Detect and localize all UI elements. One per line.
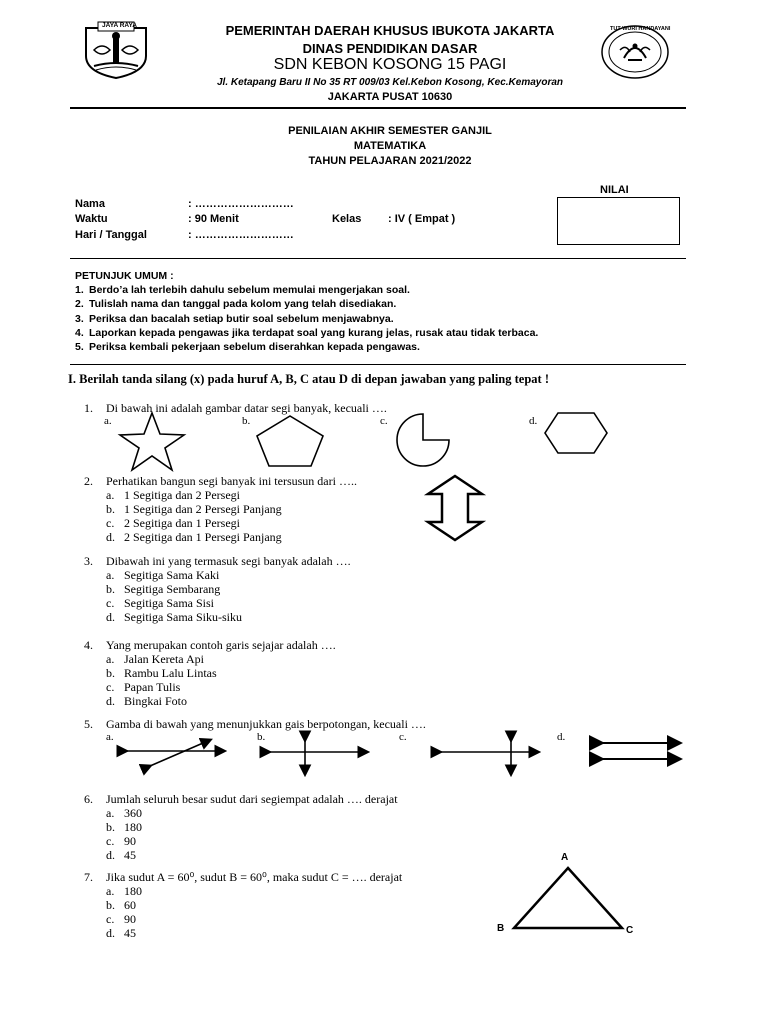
option[interactable]: d. Bingkai Foto bbox=[106, 694, 188, 708]
q6-options bbox=[106, 806, 142, 862]
q5-label-b: b. bbox=[257, 731, 266, 743]
q7-options bbox=[106, 884, 142, 940]
option[interactable]: c. 90 bbox=[106, 912, 136, 926]
petunjuk-block bbox=[75, 269, 538, 354]
jaya-raya-emblem-icon bbox=[82, 20, 150, 80]
exam-title1: PENILAIAN AKHIR SEMESTER GANJIL bbox=[288, 125, 492, 137]
triangle-shape-icon bbox=[512, 866, 624, 930]
petunjuk-title: PETUNJUK UMUM : bbox=[75, 270, 174, 282]
star-shape-icon bbox=[118, 410, 188, 466]
q2-options bbox=[106, 488, 282, 544]
double-arrow-shape-icon bbox=[424, 474, 486, 542]
waktu-value: : 90 Menit bbox=[188, 213, 239, 225]
q5-label-a: a. bbox=[106, 731, 114, 743]
q5-label-d: d. bbox=[557, 731, 566, 743]
option[interactable]: a. 1 Segitiga dan 2 Persegi bbox=[106, 488, 240, 502]
triangle-label-a: A bbox=[561, 852, 569, 863]
header-divider bbox=[70, 107, 686, 109]
kelas-label: Kelas bbox=[332, 213, 362, 225]
info-divider bbox=[70, 258, 686, 259]
nama-value[interactable]: : ……………………… bbox=[188, 198, 294, 210]
section-title: I. Berilah tanda silang (x) pada huruf A, B, C atau D di depan jawaban yang paling tepat ! bbox=[68, 372, 549, 386]
q3-options bbox=[106, 568, 242, 624]
option[interactable]: b. 1 Segitiga dan 2 Persegi Panjang bbox=[106, 502, 282, 516]
logo-jaya-raya bbox=[82, 20, 150, 80]
hari-label: Hari / Tanggal bbox=[75, 229, 147, 241]
nilai-label: NILAI bbox=[600, 184, 629, 196]
intersecting-lines-a-icon bbox=[120, 736, 230, 772]
option[interactable]: b. 60 bbox=[106, 898, 136, 912]
school-city: JAKARTA PUSAT 10630 bbox=[327, 91, 453, 103]
petunjuk-item: 1. Berdo’a lah terlebih dahulu sebelum memulai mengerjakan soal. bbox=[75, 284, 410, 297]
school-address: Jl. Ketapang Baru II No 35 RT 009/03 Kel.Kebon Kosong, Kec.Kemayoran bbox=[216, 77, 564, 88]
option[interactable]: a. 360 bbox=[106, 806, 142, 820]
petunjuk-item: 4. Laporkan kepada pengawas jika terdapat soal yang kurang jelas, rusak atau tidak terbaca. bbox=[75, 326, 539, 339]
petunjuk-item: 2. Tulislah nama dan tanggal pada kolom yang telah disediakan. bbox=[75, 298, 397, 311]
q1-label-a: a. bbox=[104, 415, 112, 427]
option[interactable]: a. Segitiga Sama Kaki bbox=[106, 568, 220, 582]
header-line2: DINAS PENDIDIKAN DASAR bbox=[302, 41, 478, 56]
perpendicular-lines-b-icon bbox=[263, 736, 373, 778]
q1-label-d: d. bbox=[529, 415, 538, 427]
petunjuk-item: 3. Periksa dan bacalah setiap butir soal sebelum menjawabnya. bbox=[75, 312, 394, 325]
nama-label: Nama bbox=[75, 198, 105, 210]
option[interactable]: a. Jalan Kereta Api bbox=[106, 652, 204, 666]
school-name: SDN KEBON KOSONG 15 PAGI bbox=[273, 56, 507, 73]
option[interactable]: b. Segitiga Sembarang bbox=[106, 582, 221, 596]
option[interactable]: c. 90 bbox=[106, 834, 136, 848]
logo-right-text: TUT WURI HANDAYANI bbox=[610, 26, 671, 32]
q1-label-b: b. bbox=[242, 415, 251, 427]
hexagon-shape-icon bbox=[544, 412, 610, 454]
exam-title3: TAHUN PELAJARAN 2021/2022 bbox=[308, 155, 472, 167]
perpendicular-lines-c-icon bbox=[434, 736, 544, 778]
option[interactable]: b. Rambu Lalu Lintas bbox=[106, 666, 217, 680]
hari-value[interactable]: : ……………………… bbox=[188, 229, 294, 241]
header-line1: PEMERINTAH DAERAH KHUSUS IBUKOTA JAKARTA bbox=[225, 23, 555, 38]
option[interactable]: c. Papan Tulis bbox=[106, 680, 181, 694]
option[interactable]: d. Segitiga Sama Siku-siku bbox=[106, 610, 242, 624]
kelas-value: : IV ( Empat ) bbox=[388, 213, 456, 225]
question-2: 2. Perhatikan bangun segi banyak ini tersusun dari ….. bbox=[84, 474, 357, 488]
waktu-label: Waktu bbox=[75, 213, 108, 225]
option[interactable]: d. 45 bbox=[106, 848, 136, 862]
petunjuk-divider bbox=[70, 364, 686, 365]
option[interactable]: c. Segitiga Sama Sisi bbox=[106, 596, 214, 610]
question-3: 3. Dibawah ini yang termasuk segi banyak adalah …. bbox=[84, 554, 351, 568]
option[interactable]: b. 180 bbox=[106, 820, 142, 834]
logo-left-text: JAYA RAYA bbox=[102, 22, 137, 29]
exam-title2: MATEMATIKA bbox=[353, 140, 427, 152]
parallel-lines-d-icon bbox=[595, 736, 685, 766]
option[interactable]: d. 45 bbox=[106, 926, 136, 940]
q4-options bbox=[106, 652, 217, 708]
question-4: 4. Yang merupakan contoh garis sejajar adalah …. bbox=[84, 638, 336, 652]
option[interactable]: a. 180 bbox=[106, 884, 142, 898]
triangle-label-b: B bbox=[497, 923, 505, 934]
option[interactable]: c. 2 Segitiga dan 1 Persegi bbox=[106, 516, 240, 530]
triangle-label-c: C bbox=[626, 925, 634, 936]
option[interactable]: d. 2 Segitiga dan 1 Persegi Panjang bbox=[106, 530, 282, 544]
question-6: 6. Jumlah seluruh besar sudut dari segiempat adalah …. derajat bbox=[84, 792, 398, 806]
question-7: 7. Jika sudut A = 60⁰, sudut B = 60⁰, maka sudut C = …. derajat bbox=[84, 870, 403, 884]
pentagon-shape-icon bbox=[255, 414, 325, 466]
question-1: 1. Di bawah ini adalah gambar datar segi banyak, kecuali …. bbox=[84, 401, 387, 415]
petunjuk-item: 5. Periksa kembali pekerjaan sebelum diserahkan kepada pengawas. bbox=[75, 341, 420, 354]
q5-label-c: c. bbox=[399, 731, 407, 743]
nilai-box[interactable] bbox=[557, 197, 680, 245]
question-5: 5. Gamba di bawah yang menunjukkan gais berpotongan, kecuali …. bbox=[84, 717, 426, 731]
pacman-shape-icon bbox=[393, 414, 455, 466]
q1-label-c: c. bbox=[380, 415, 388, 427]
